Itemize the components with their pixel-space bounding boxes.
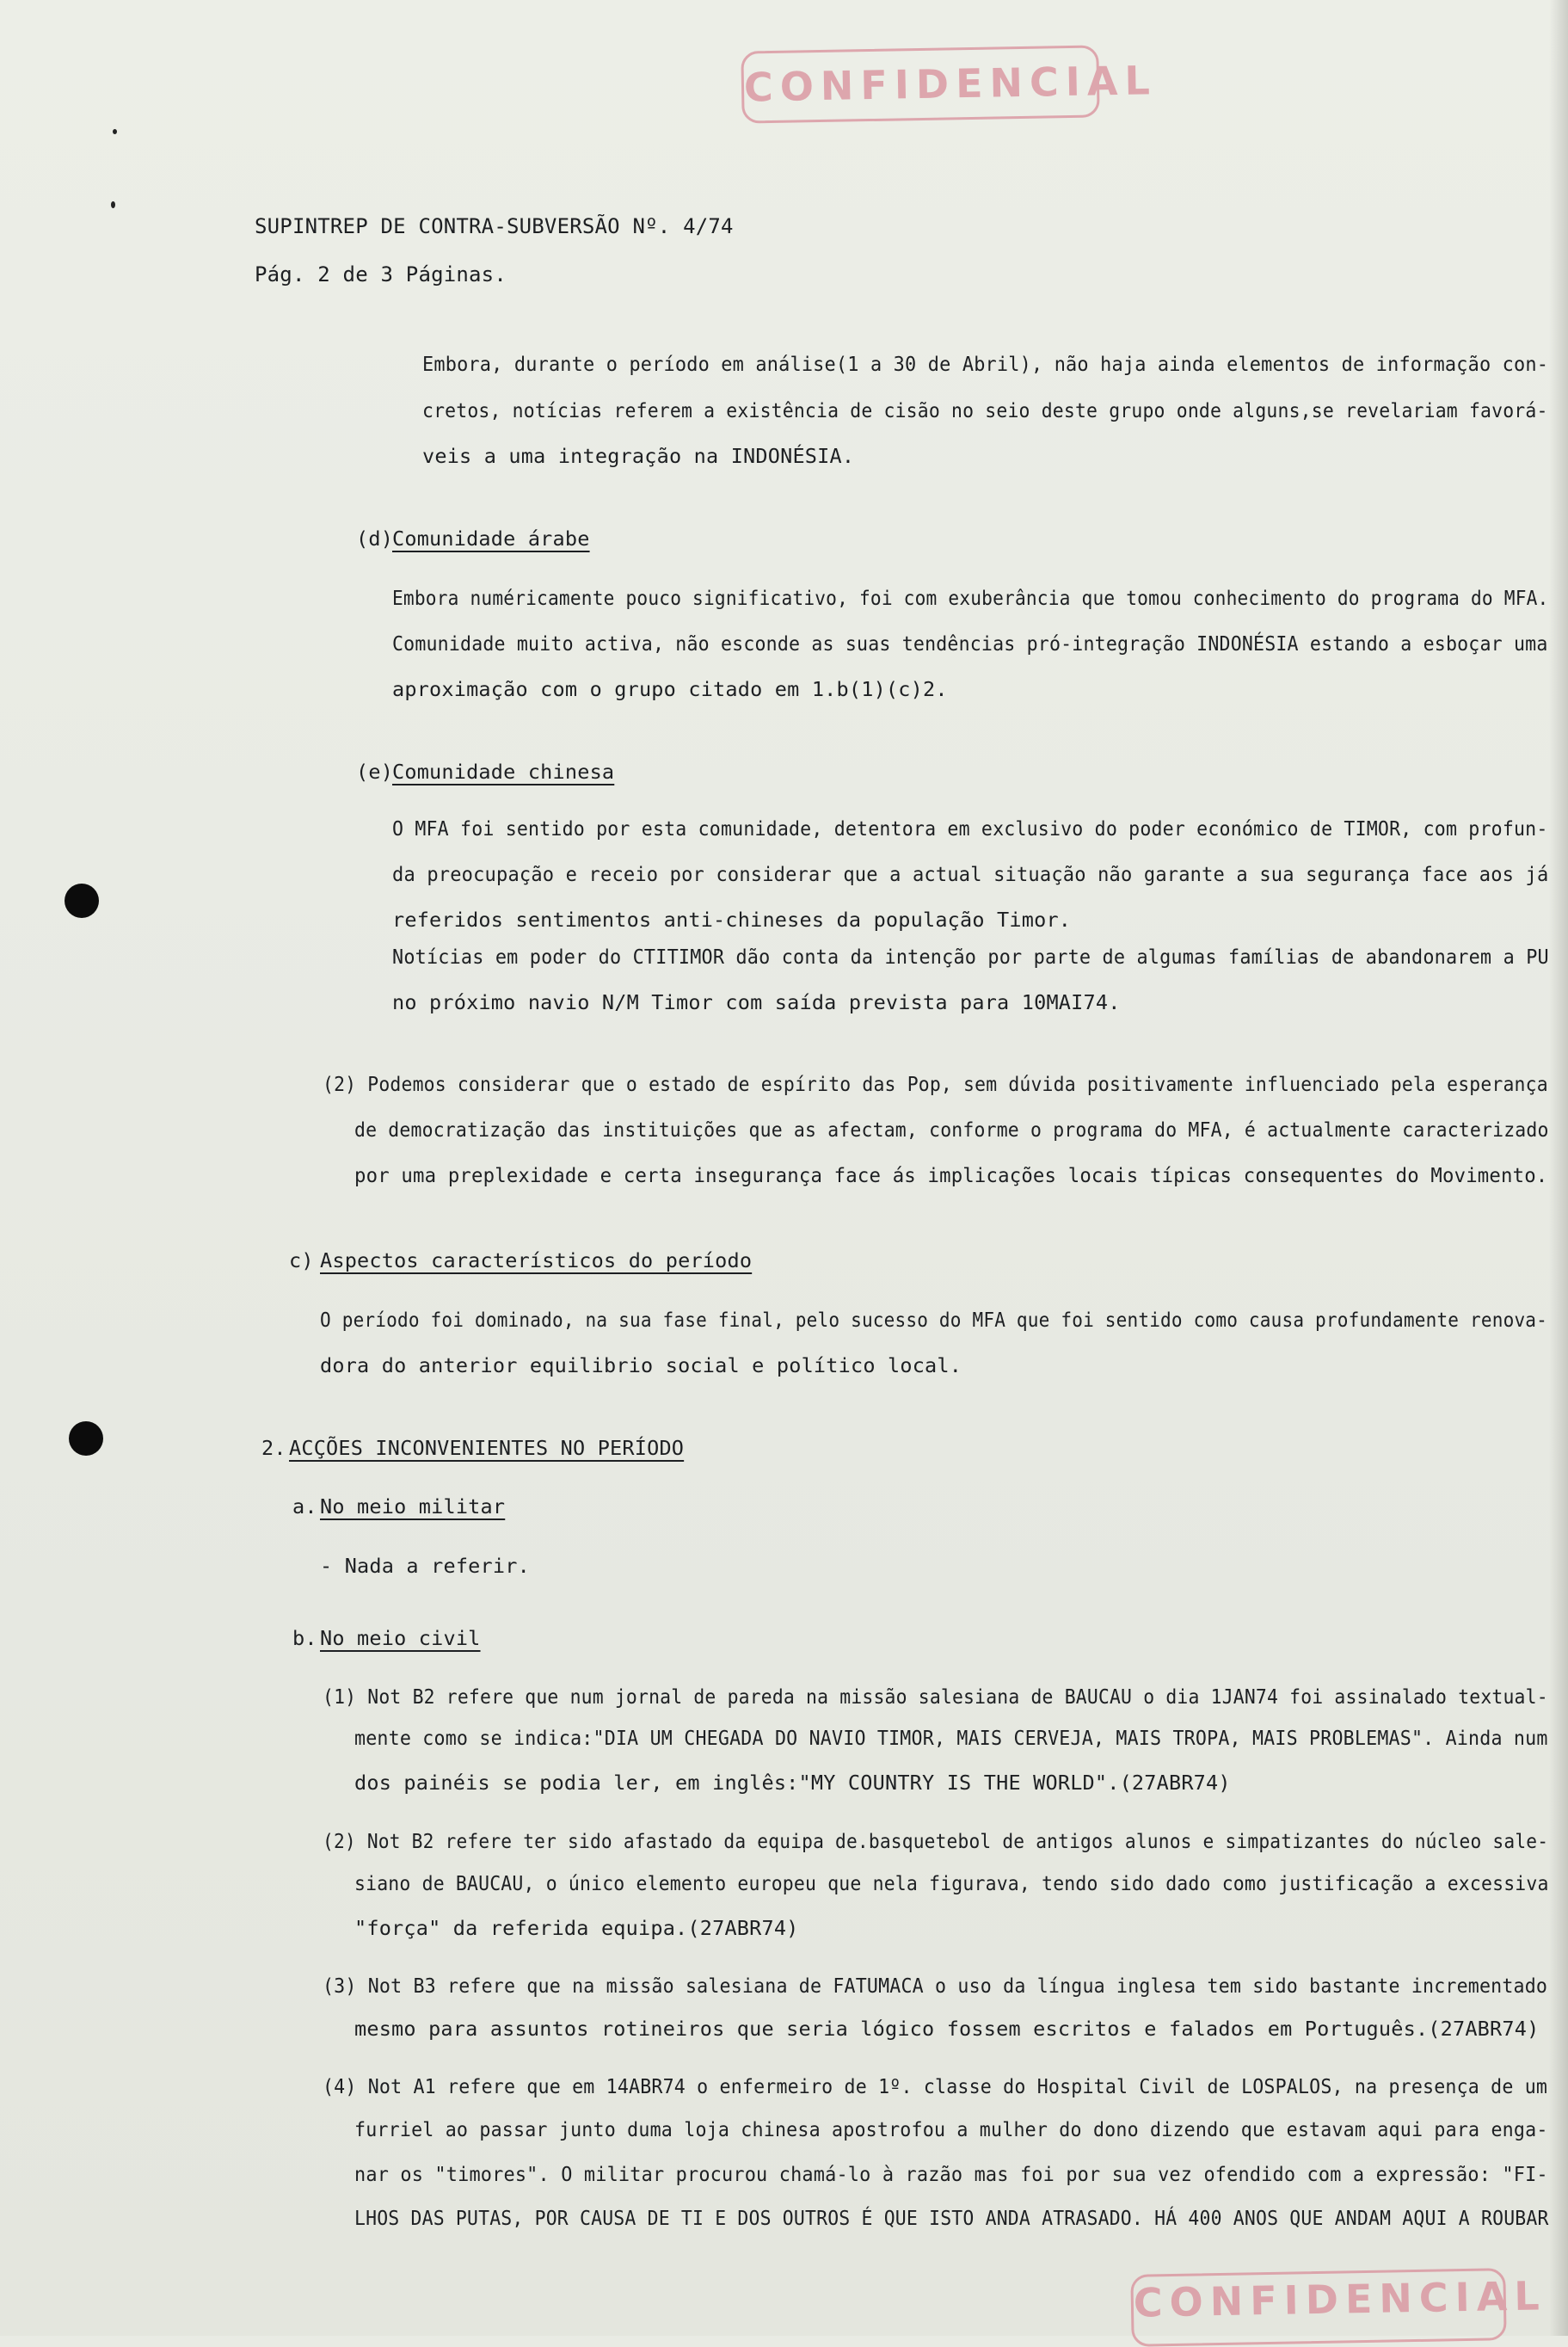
item-label: (e)	[356, 760, 394, 784]
text-line: Embora, durante o período em análise(1 a 30 de Abril), não haja ainda elementos de informação con-	[422, 352, 1549, 376]
text-line: referidos sentimentos anti-chineses da população Timor.	[392, 908, 1072, 932]
section-heading: Comunidade chinesa	[392, 760, 615, 784]
page-edge-shadow	[1549, 0, 1568, 2336]
ink-speck	[111, 201, 115, 208]
text-line: dora do anterior equilibrio social e político local.	[320, 1353, 962, 1377]
text-line: furriel ao passar junto duma loja chinesa apostrofou a mulher do dono dizendo que estavam aqui para enga-	[354, 2117, 1548, 2141]
section-heading: Comunidade árabe	[392, 527, 590, 551]
text-line: (2) Not B2 refere ter sido afastado da equipa de.basquetebol de antigos alunos e simpatizantes do núcleo sale-	[323, 1829, 1549, 1853]
text-line: dos painéis se podia ler, em inglês:"MY COUNTRY IS THE WORLD".(27ABR74)	[354, 1771, 1231, 1795]
text-line: no próximo navio N/M Timor com saída prevista para 10MAI74.	[392, 990, 1121, 1014]
item-label: 2.	[261, 1436, 286, 1460]
item-label: b.	[292, 1626, 317, 1650]
item-label: a.	[292, 1494, 317, 1518]
section-heading: Aspectos característicos do período	[320, 1248, 753, 1272]
text-line: de democratização das instituições que as afectam, conforme o programa do MFA, é actualmente caracterizado	[354, 1118, 1549, 1142]
text-line: aproximação com o grupo citado em 1.b(1)(c)2.	[392, 677, 948, 701]
text-line: - Nada a referir.	[320, 1554, 530, 1578]
text-line: (2) Podemos considerar que o estado de espírito das Pop, sem dúvida positivamente influenciado pela esperança	[323, 1072, 1548, 1096]
text-line: O MFA foi sentido por esta comunidade, detentora em exclusivo do poder económico de TIMOR, com profun-	[392, 816, 1548, 841]
confidential-stamp-top: CONFIDENCIAL	[741, 45, 1099, 123]
text-line: nar os "timores". O militar procurou chamá-lo à razão mas foi por sua vez ofendido com a expressão: "FI-	[354, 2162, 1548, 2186]
text-line: (3) Not B3 refere que na missão salesiana de FATUMACA o uso da língua inglesa tem sido bastante incrementado	[323, 1974, 1548, 1998]
text-line: O período foi dominado, na sua fase final, pelo sucesso do MFA que foi sentido como causa profundamente renova-	[320, 1308, 1548, 1332]
confidential-stamp-bottom: CONFIDENCIAL	[1130, 2268, 1506, 2347]
punch-hole	[69, 1421, 103, 1456]
text-line: veis a uma integração na INDONÉSIA.	[422, 444, 855, 468]
text-line: cretos, notícias referem a existência de cisão no seio deste grupo onde alguns,se revelariam favorá-	[422, 398, 1548, 422]
section-heading: No meio militar	[320, 1494, 506, 1518]
text-line: Comunidade muito activa, não esconde as suas tendências pró-integração INDONÉSIA estando a esboçar uma	[392, 631, 1548, 656]
text-line: Notícias em poder do CTITIMOR dão conta da intenção por parte de algumas famílias de abandonarem a PU	[392, 945, 1549, 969]
text-line: mente como se indica:"DIA UM CHEGADA DO NAVIO TIMOR, MAIS CERVEJA, MAIS TROPA, MAIS PROBLEMAS". Ainda num	[354, 1726, 1548, 1750]
item-label: c)	[289, 1248, 314, 1272]
section-heading: ACÇÕES INCONVENIENTES NO PERÍODO	[289, 1436, 685, 1460]
item-label: (d)	[356, 527, 394, 551]
text-line: da preocupação e receio por considerar que a actual situação não garante a sua segurança face aos já	[392, 862, 1549, 886]
page-indicator: Pág. 2 de 3 Páginas.	[255, 262, 507, 286]
text-line: LHOS DAS PUTAS, POR CAUSA DE TI E DOS OUTROS É QUE ISTO ANDA ATRASADO. HÁ 400 ANOS QUE ANDAM AQUI A ROUBAR	[354, 2206, 1549, 2230]
text-line: "força" da referida equipa.(27ABR74)	[354, 1916, 799, 1940]
section-heading: No meio civil	[320, 1626, 481, 1650]
ink-speck	[113, 129, 117, 134]
text-line: siano de BAUCAU, o único elemento europeu que nela figurava, tendo sido dado como justificação a excessiva	[354, 1871, 1549, 1895]
text-line: por uma preplexidade e certa insegurança face ás implicações locais típicas consequentes do Movimento.	[354, 1163, 1548, 1187]
punch-hole	[65, 884, 99, 918]
text-line: mesmo para assuntos rotineiros que seria lógico fossem escritos e falados em Português.(27ABR74)	[354, 2017, 1540, 2041]
text-line: Embora numéricamente pouco significativo, foi com exuberância que tomou conhecimento do programa do MFA.	[392, 586, 1549, 610]
text-line: (1) Not B2 refere que num jornal de pareda na missão salesiana de BAUCAU o dia 1JAN74 foi assinalado textual-	[323, 1685, 1548, 1709]
text-line: (4) Not A1 refere que em 14ABR74 o enfermeiro de 1º. classe do Hospital Civil de LOSPALOS, na presença de um	[323, 2074, 1548, 2098]
report-title: SUPINTREP DE CONTRA-SUBVERSÃO Nº. 4/74	[255, 214, 734, 238]
